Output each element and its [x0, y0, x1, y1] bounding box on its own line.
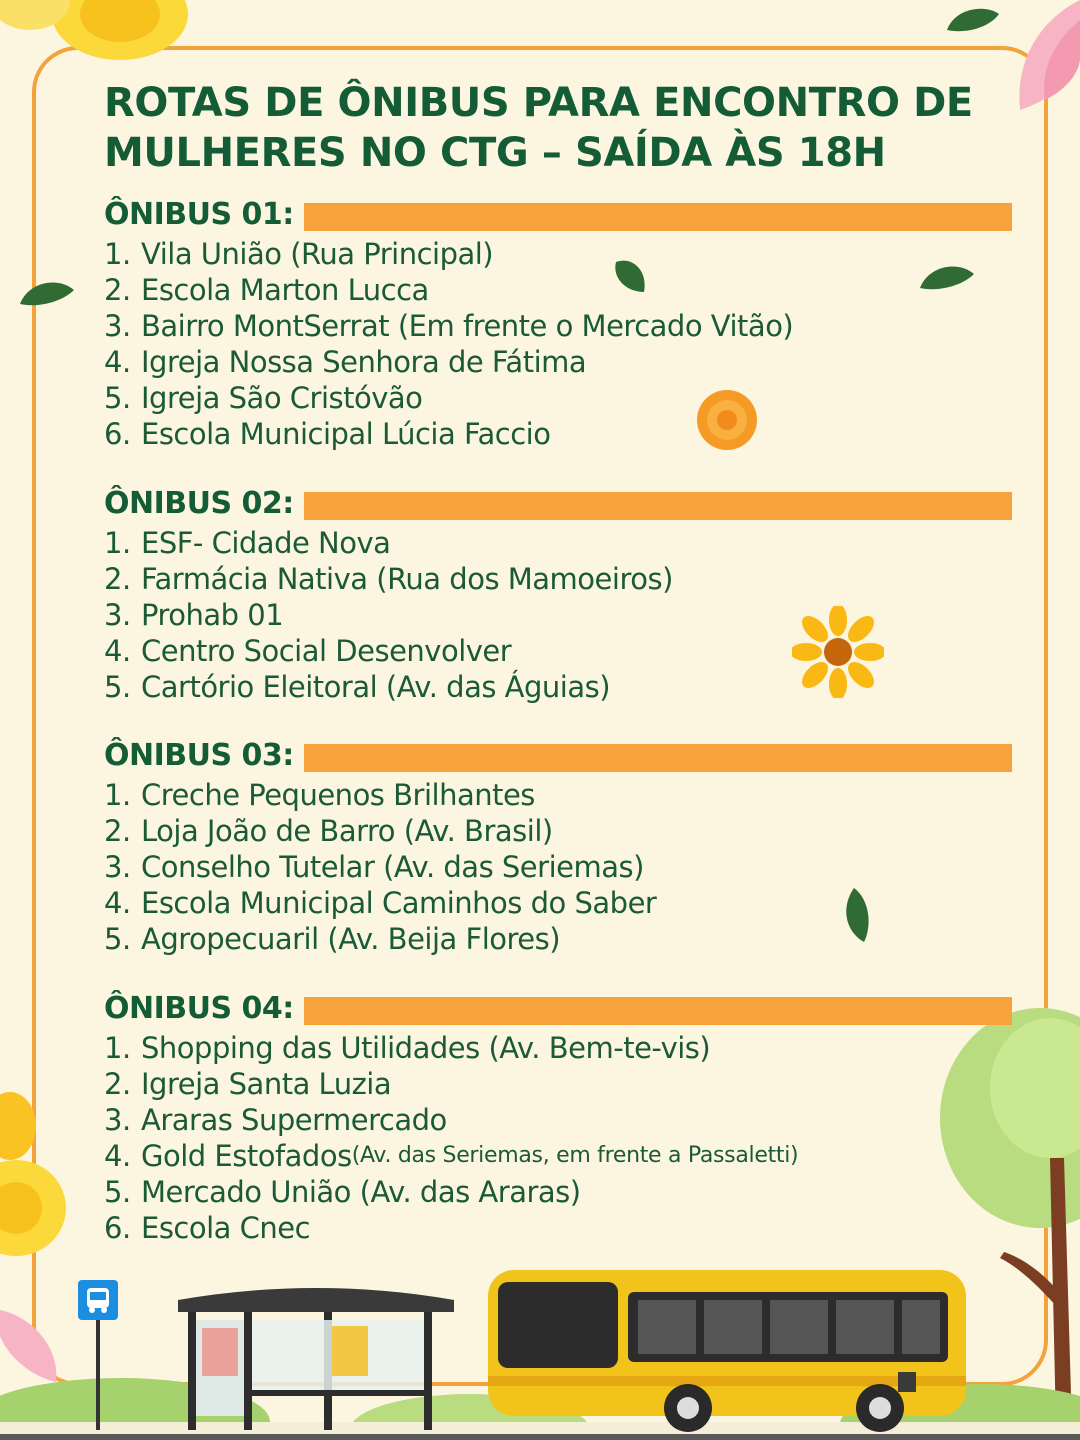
stop-number: 1.	[104, 526, 131, 560]
bus-02-stop-list	[104, 525, 1024, 705]
stop-name: Conselho Tutelar (Av. das Seriemas)	[141, 850, 644, 884]
stop-number: 3.	[104, 850, 131, 884]
stop-number: 4.	[104, 634, 131, 668]
stop-number: 2.	[104, 814, 131, 848]
stop-number: 1.	[104, 1031, 131, 1065]
bus-04-accent-bar	[304, 997, 1012, 1025]
list-item	[104, 561, 1024, 597]
stop-number: 2.	[104, 1067, 131, 1101]
stop-name: Creche Pequenos Brilhantes	[141, 778, 535, 812]
stop-number: 3.	[104, 598, 131, 632]
stop-number: 5.	[104, 1175, 131, 1209]
pink-petal-icon	[1010, 0, 1080, 130]
list-item	[104, 236, 1024, 272]
list-item	[104, 272, 1024, 308]
list-item	[104, 1138, 1024, 1174]
stop-number: 2.	[104, 273, 131, 307]
stop-name: Bairro MontSerrat (Em frente o Mercado Vitão)	[141, 309, 794, 343]
list-item	[104, 380, 1024, 416]
list-item	[104, 813, 1024, 849]
bus-01-accent-bar	[304, 203, 1012, 231]
stop-number: 4.	[104, 345, 131, 379]
bus-03-header	[104, 737, 1024, 777]
bus-02-header	[104, 485, 1024, 525]
stop-name: Escola Marton Lucca	[141, 273, 429, 307]
stop-number: 4.	[104, 886, 131, 920]
stop-number: 3.	[104, 1103, 131, 1137]
stop-name: Escola Municipal Caminhos do Saber	[141, 886, 657, 920]
bus-03-accent-bar	[304, 744, 1012, 772]
stop-name: Escola Cnec	[141, 1211, 311, 1245]
yellow-bus	[478, 1258, 974, 1440]
bus-03-section	[104, 737, 1024, 957]
list-item	[104, 308, 1024, 344]
stop-name: Gold Estofados	[141, 1139, 352, 1173]
bus-stop-sign-icon	[78, 1280, 120, 1430]
stop-name: Cartório Eleitoral (Av. das Águias)	[141, 670, 611, 704]
stop-name: Farmácia Nativa (Rua dos Mamoeiros)	[141, 562, 673, 596]
stop-number: 2.	[104, 562, 131, 596]
list-item	[104, 1102, 1024, 1138]
stop-name: Loja João de Barro (Av. Brasil)	[141, 814, 553, 848]
stop-number: 3.	[104, 309, 131, 343]
list-item	[104, 1174, 1024, 1210]
stop-number: 4.	[104, 1139, 131, 1173]
bus-04-header	[104, 990, 1024, 1030]
bus-04-stop-list	[104, 1030, 1024, 1246]
stop-note: (Av. das Seriemas, em frente a Passaletti)	[351, 1143, 799, 1168]
bus-03-label: ÔNIBUS 03:	[104, 738, 294, 773]
bus-01-section	[104, 196, 1024, 452]
list-item	[104, 597, 1024, 633]
bus-03-stop-list	[104, 777, 1024, 957]
stop-number: 5.	[104, 670, 131, 704]
stop-name: Vila União (Rua Principal)	[141, 237, 494, 271]
list-item	[104, 416, 1024, 452]
list-item	[104, 1066, 1024, 1102]
title-line-2: MULHERES NO CTG – SAÍDA ÀS 18H	[104, 130, 886, 176]
bus-01-header	[104, 196, 1024, 236]
list-item	[104, 1030, 1024, 1066]
stop-number: 6.	[104, 1211, 131, 1245]
bus-02-label: ÔNIBUS 02:	[104, 486, 294, 521]
stop-name: ESF- Cidade Nova	[141, 526, 391, 560]
title-line-1: ROTAS DE ÔNIBUS PARA ENCONTRO DE	[104, 80, 973, 126]
list-item	[104, 777, 1024, 813]
stop-number: 5.	[104, 381, 131, 415]
list-item	[104, 885, 1024, 921]
bus-01-label: ÔNIBUS 01:	[104, 197, 294, 232]
bus-02-accent-bar	[304, 492, 1012, 520]
list-item	[104, 344, 1024, 380]
bus-04-section	[104, 990, 1024, 1246]
stop-name: Mercado União (Av. das Araras)	[141, 1175, 581, 1209]
stop-name: Igreja Santa Luzia	[141, 1067, 392, 1101]
list-item	[104, 921, 1024, 957]
stop-name: Igreja São Cristóvão	[141, 381, 423, 415]
yellow-flower-icon	[0, 1090, 70, 1260]
stop-name: Araras Supermercado	[141, 1103, 447, 1137]
stop-name: Escola Municipal Lúcia Faccio	[141, 417, 551, 451]
leaf-icon	[18, 276, 76, 308]
bus-shelter	[174, 1282, 458, 1432]
list-item	[104, 633, 1024, 669]
stop-name: Prohab 01	[141, 598, 284, 632]
stop-name: Igreja Nossa Senhora de Fátima	[141, 345, 587, 379]
stop-number: 6.	[104, 417, 131, 451]
leaf-icon	[945, 4, 1001, 34]
bus-02-section	[104, 485, 1024, 705]
list-item	[104, 669, 1024, 705]
stop-name: Shopping das Utilidades (Av. Bem-te-vis)	[141, 1031, 711, 1065]
stop-number: 1.	[104, 778, 131, 812]
bus-01-stop-list	[104, 236, 1024, 452]
yellow-flower-icon	[0, 0, 190, 70]
list-item	[104, 525, 1024, 561]
stop-number: 5.	[104, 922, 131, 956]
stop-name: Centro Social Desenvolver	[141, 634, 512, 668]
bus-04-label: ÔNIBUS 04:	[104, 991, 294, 1026]
list-item	[104, 849, 1024, 885]
stop-name: Agropecuaril (Av. Beija Flores)	[141, 922, 561, 956]
page-title	[104, 78, 1004, 178]
stop-number: 1.	[104, 237, 131, 271]
list-item	[104, 1210, 1024, 1246]
